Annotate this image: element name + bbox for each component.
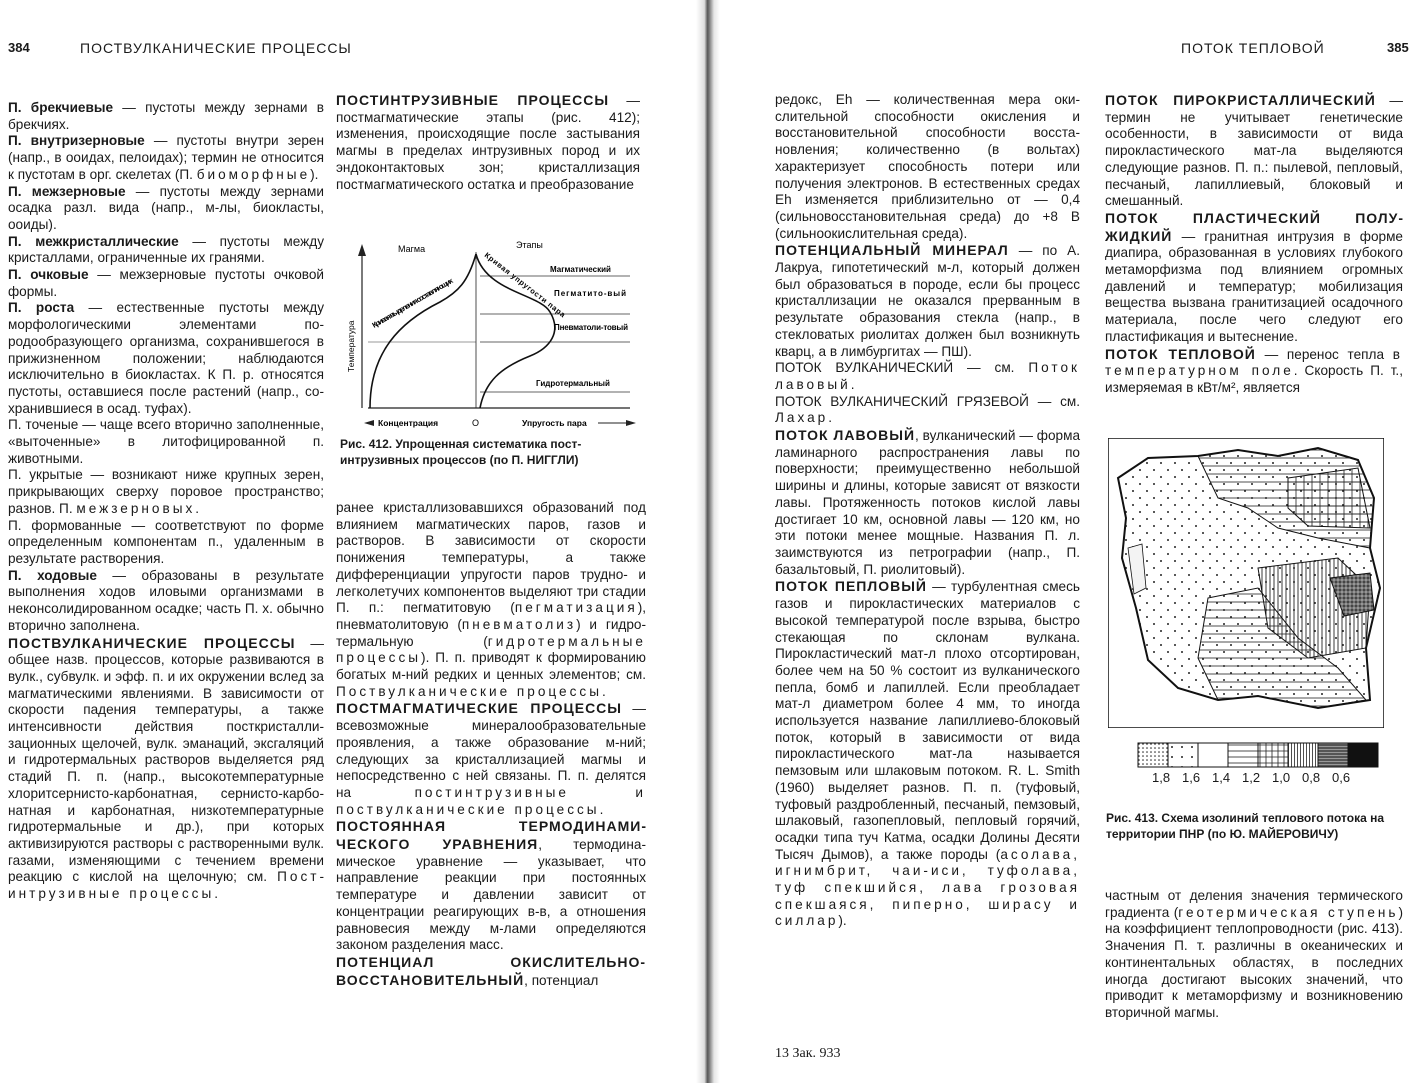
legend-swatches: [1137, 742, 1379, 768]
entry-lathe: П. точеные — чаще всего вторично заполненные, «выточенные» в литофицированной п. животными.: [8, 417, 324, 466]
fig412-pneumatolitic-label: Пневматоли-товый: [554, 323, 628, 332]
legend-value: 1,6: [1182, 770, 1201, 785]
footer-print-mark: 13 Зак. 933: [775, 1046, 841, 1061]
fig412-magmatic-label: Магматический: [550, 265, 611, 274]
running-head-left: ПОСТВУЛКАНИЧЕСКИЕ ПРОЦЕССЫ: [80, 40, 352, 56]
fig412-hydrothermal-label: Гидротермальный: [536, 379, 610, 388]
entry-lava-flow: ПОТОК ЛАВОВЫЙ, вулканический — форма ламинарного распространения лавы по поверхности; преимущественно небольшой ширины и длины, которые зависят от вязкости лавы. Протяженность потоков кислой лавы достигает 10 км, основной лавы — 120 км, но эти потоки менее мощные. Названия П. л. заимствуются из петрографии (напр., П. базальтовый, П. риолитовый).: [775, 427, 1080, 577]
entry-postvolcanic: ПОСТВУЛКАНИЧЕСКИЕ ПРОЦЕССЫ — общее назв. процессов, которые развиваются в вулк., субвулк. и эфф. п. и их окружении вслед за магматическими явлениями. В зависимости от скорости падения температуры, а также интенсивности действия посткристаллизационных щелочей, вулк. эманаций, эксгаляций и гидротермальных растворов выделяется ряд стадий П. п. (напр., высокотемпературные хлоритсернисто-карбонатная, сернисто-карбонатная и карбонатная, низкотемпературные гидротермальные и др.), при которых активизируются растворы с растворенными вулк. газами, изменяющими с течением времени реакцию с кислой на щелочную; см. Постинтрузивные процессы.: [8, 634, 325, 902]
fig412-vapor-curve-label: Кривая упругости пара: [482, 250, 568, 320]
entry-formed: П. формованные — соответствуют по форме определенным компонентам п., удаленным в результате растворения.: [8, 517, 324, 566]
legend-value: 1,0: [1272, 770, 1291, 785]
entry-postmagmatic: ПОСТМАГМАТИЧЕСКИЕ ПРОЦЕССЫ — всевозможные минералообразовательные проявления, а также образование м-ний; следующих за кристаллизацией магмы и непосредственно с ней связаны. П. п. делятся на постинтрузивные и поствулканические процессы.: [336, 700, 646, 817]
figure-413-legend: [1137, 742, 1379, 768]
components-curve: [370, 254, 476, 408]
fig412-components-curve-label: Кривая выделения составляющих: [370, 275, 455, 330]
entry-heat-flow: ПОТОК ТЕПЛОВОЙ — перенос тепла в температурном поле. Скорость П. т., измеряемая в кВт/м², является: [1105, 345, 1404, 395]
entry-pyrocrystalline: ПОТОК ПИРОКРИСТАЛЛИЧЕСКИЙ — термин не учитывает генетические особенности, в зависимости от вида пирокластического мат-ла выделяются следующие разнов. П. п.: пылевой, пепловый, песчаный, лапиллиевый, блоковый и смешанный.: [1105, 92, 1403, 209]
entry-postintrusive-cont: ранее кристаллизовавшихся образований под влиянием магматических паров, газов и растворов. В зависимости от скорости понижения температуры, а также дифференциации упругости паров трудно- и легколетучих компонентов выделяют три стадии П. п.: пегматитовую (пегматизация), пневматолитовую (пневматолиз) и гидротермальную (гидротермальные процессы). П. п. приводят к формированию богатых м-ний редких и ценных элементов; см. Поствулканические процессы.: [336, 500, 646, 699]
entry-postintrusive: ПОСТИНТРУЗИВНЫЕ ПРОЦЕССЫ — постмагматические этапы (рис. 412); изменения, происходящие после застывания магмы в пределах интрузивных пород и их эндоконтактовых зон; кристаллизация постмагматического остатка и преобразование: [336, 92, 640, 192]
left-column-2-bottom: [336, 500, 646, 989]
legend-value: 1,2: [1242, 770, 1261, 785]
figure-412-diagram: [340, 232, 640, 432]
entry-growth: П. роста — естественные пустоты между морфологическими элементами породообразующего организма, сохранившегося в прижизненном положении; наблюдаются исключительно в биокластах. К П. р. относятся пустоты, оставшиеся после растений (напр., сохранившиеся в осад. туфах).: [8, 300, 325, 416]
fig412-temperature-label: Температура: [346, 320, 356, 372]
left-page: [0, 0, 700, 1083]
right-column-2-top: [1105, 92, 1403, 397]
entry-mud-flow: ПОТОК ВУЛКАНИЧЕСКИЙ ГРЯЗЕВОЙ — см. Лахар.: [775, 393, 1080, 426]
page-number-right: 385: [1387, 40, 1409, 55]
running-head-right: ПОТОК ТЕПЛОВОЙ: [1181, 40, 1325, 56]
right-column-2-bottom: [1105, 888, 1403, 1022]
legend-value: 1,4: [1212, 770, 1231, 785]
entry-covered: П. укрытые — возникают ниже крупных зерен, прикрывающих сверху поровое пространство; разнов. П. межзерновых.: [8, 467, 324, 516]
fig412-pegmatitic-label: Пегматито-вый: [554, 289, 626, 298]
fig412-stages-label: Этапы: [516, 240, 543, 250]
legend-value: 1,8: [1152, 770, 1171, 785]
entry-potential-mineral: ПОТЕНЦИАЛЬНЫЙ МИНЕРАЛ — по А. Лакруа, гипотетический м-л, который должен был образоваться в породе, если бы процесс кристаллизации не оказался прерванным в результате образования стекла (напр., в стекловатых риолитах должен был возникнуть кварц, а в лимбургитах — ПШ).: [775, 242, 1080, 359]
legend-value: 0,6: [1332, 770, 1351, 785]
entry-ocular: П. очковые — межзерновые пустоты очковой формы.: [8, 267, 324, 299]
entry-burrow: П. ходовые — образованы в результате выполнения ходов иловыми организмами в неконсолидированном осадке; часть П. х. обычно вторично заполнена.: [8, 567, 324, 633]
figure-413-map: [1108, 438, 1384, 728]
left-column-2-top: [336, 92, 640, 193]
entry-intragrain: П. внутризерновые — пустоты внутри зерен (напр., в ооидах, пелоидах); термин не относится к пустотам в орг. скелетах (П. биоморфные).: [8, 133, 324, 182]
entry-redox-potential: ПОТЕНЦИАЛ ОКИСЛИТЕЛЬНО-ВОССТАНОВИТЕЛЬНЫЙ, потенциал: [336, 953, 646, 988]
left-column-1: [8, 100, 324, 903]
entry-redox-cont: редокс, Eh — количественная мера окислительной способности окисления и восстановительной способности восстановления; количественно (в вольтах) характеризует способность потери или получения электронов. В естественных средах Eh изменяется приблизительно от — 0,4 (сильновосстановительная среда) до +8 В (сильноокислительная среда).: [775, 92, 1080, 241]
entry-heat-flow-cont: частным от деления значения термического градиента (геотермическая ступень) на коэффициент теплопроводности (рис. 413). Значения П. т. различны в океанических и континентальных областях, в последних иногда достигают высоких значений, что приводит к метаморфизму и возникновению вторичной магмы.: [1105, 888, 1403, 1020]
entry-intercrystal: П. межкристаллические — пустоты между кристаллами, ограниченные их гранями.: [8, 233, 324, 266]
fig412-zero-label: О: [472, 418, 480, 428]
entry-intergrain: П. межзерновые — пустоты между зернами осадка разл. вида (напр., м-лы, биокласты, ооиды).: [8, 183, 324, 232]
entry-plastic-flow: ПОТОК ПЛАСТИЧЕСКИЙ ПОЛУЖИДКИЙ — гранитная интрузия в форме диапира, образованная в условиях глубокого метаморфизма под влиянием огромных давлений и температур; мобилизация вещества вызвана гранитизацией осадочного материала, после чего следуют его пластификация и вытеснение.: [1105, 209, 1403, 344]
fig412-magma-label: Магма: [398, 244, 426, 254]
legend-value: 0,8: [1302, 770, 1321, 785]
fig412-vapor-pressure-label: Упругость пара: [522, 418, 587, 428]
entry-ash-flow: ПОТОК ПЕПЛОВЫЙ — турбулентная смесь газов и пирокластических материалов с высокой температурой после взрыва, быстро стекающая по склонам вулкана. Пирокластический мат-л плохо отсортирован, более чем на 50 % состоит из вулканического пепла, бомб и лапиллей. Если преобладает мат-л диаметром более 4 мм, то иногда используется название лапиллиево-блоковый поток, который в зависимости от вида пирокластического мат-ла называется пемзовым или шлаковым потоком. R. L. Smith (1960) выделяет разнов. П. п. (туфовый, туфовый раздробленный, песчаный, пемзовый, шлаковый, газопепловый, пепловый горячий, осадки типа туч Катма, осадки Долины Десяти Тысяч Дымов), а также породы (асолава, игнимбрит, чаи-иси, туфолава, туф спекшийся, лава грозовая спекшаяся, пиперно, ширасу и силлар).: [775, 578, 1080, 929]
right-column-1: [775, 92, 1080, 930]
figure-413-caption: Рис. 413. Схема изолиний теплового потока на территории ПНР (по Ю. МАЙЕРОВИЧУ): [1106, 811, 1385, 841]
figure-412-caption: Рис. 412. Упрощенная систематика постинтрузивных процессов (по П. НИГГЛИ): [340, 437, 582, 467]
entry-breccia: П. брекчиевые — пустоты между зернами в брекчиях.: [8, 100, 324, 132]
fig412-concentration-label: Концентрация: [378, 418, 439, 428]
entry-thermo-constant: ПОСТОЯННАЯ ТЕРМОДИНАМИЧЕСКОГО УРАВНЕНИЯ, термодинамическое уравнение — указывает, что направление реакции при постоянных температуре и давлении зависит от концентрации реагирующих в-в, а отношения равновесия между м-лами определяются законом разделения масс.: [336, 818, 646, 953]
page-number-left: 384: [8, 40, 30, 55]
entry-volcanic-flow: ПОТОК ВУЛКАНИЧЕСКИЙ — см. Поток лавовый.: [775, 360, 1080, 392]
